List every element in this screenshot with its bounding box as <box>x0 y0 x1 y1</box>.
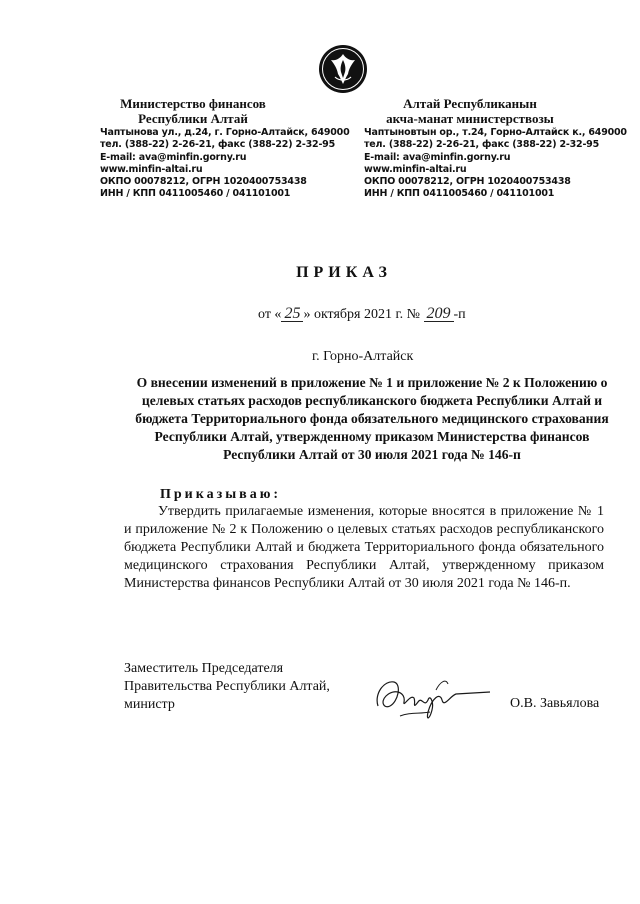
order-subject: О внесении изменений в приложение № 1 и приложение № 2 к Положению о целевых статьях расходов республиканского бюджета Республики Алтай и бюджета Территориального фонда обязательного медицинского страхования Республики Алтай, утвержденному приказом Министерства финансов Республики Алтай от 30 июля 2021 года № 146-п <box>135 375 609 462</box>
address-line: Чаптыновтын ор., т.24, Горно-Алтайск к., 649000 <box>364 127 627 138</box>
phone-line: тел. (388-22) 2-26-21, факс (388-22) 2-32-95 <box>100 139 336 151</box>
city: г. Горно-Алтайск <box>312 349 414 364</box>
coat-of-arms-emblem <box>318 44 368 94</box>
ministry-name-altai: Алтай Республиканын акча-манат министерствозы <box>386 96 554 126</box>
document-title: ПРИКАЗ <box>296 264 392 281</box>
website-line: www.minfin-altai.ru <box>364 163 467 175</box>
address-line: Чаптынова ул., д.24, г. Горно-Алтайск, 649000 <box>100 127 350 138</box>
handwritten-signature <box>370 672 500 732</box>
email-line: E-mail: ava@minfin.gorny.ru <box>100 151 247 163</box>
order-day: 25 <box>281 306 303 322</box>
phone-line: тел. (388-22) 2-26-21, факс (388-22) 2-32-95 <box>364 139 600 151</box>
email-line: E-mail: ava@minfin.gorny.ru <box>364 151 511 163</box>
website-line: www.minfin-altai.ru <box>100 163 203 175</box>
order-body-text: Утвердить прилагаемые изменения, которые вносятся в приложение № 1 и приложение № 2 к Положению о целевых статьях расходов республиканского бюджета Республики Алтай и бюджета Территориального фонда обязательного медицинского страхования Республики Алтай, утвержденному приказом Министерства финансов Республики Алтай от 30 июля 2021 года № 146-п. <box>124 504 604 591</box>
okpo-line: ОКПО 00078212, ОГРН 1020400753438 <box>364 176 571 188</box>
signer-position: Заместитель Председателя Правительства Республики Алтай, министр <box>124 661 330 712</box>
contacts-left-block <box>100 127 350 201</box>
inn-line: ИНН / КПП 0411005460 / 041101001 <box>100 188 291 200</box>
order-directive-word: Приказываю: <box>160 487 282 502</box>
signer-name: О.В. Завьялова <box>510 696 600 711</box>
ministry-name-russian: Министерство финансов Республики Алтай <box>120 96 266 126</box>
contacts-right-block <box>364 127 627 201</box>
order-date-number: от « 25 » октября 2021 г. № 209 -п <box>258 305 466 322</box>
okpo-line: ОКПО 00078212, ОГРН 1020400753438 <box>100 176 307 188</box>
inn-line: ИНН / КПП 0411005460 / 041101001 <box>364 188 555 200</box>
order-number: 209 <box>424 306 454 322</box>
